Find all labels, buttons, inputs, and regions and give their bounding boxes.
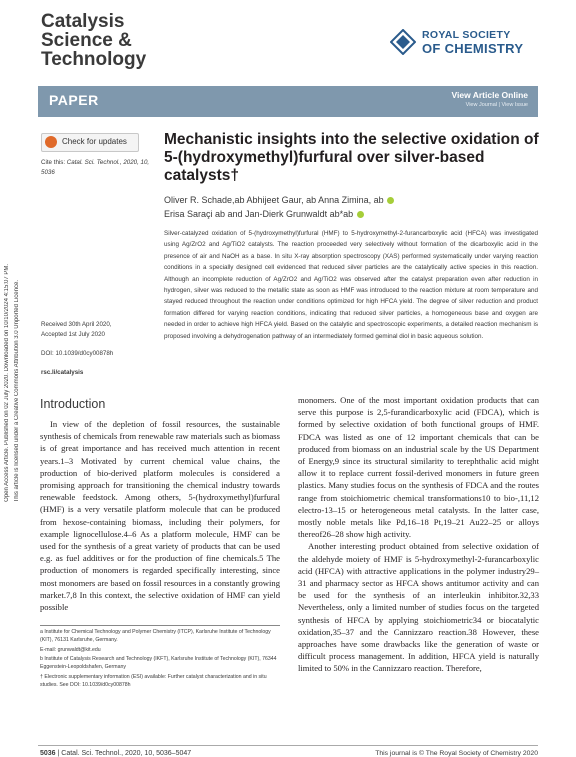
footer-divider — [38, 745, 538, 746]
footnotes — [40, 629, 280, 692]
orcid-icon[interactable] — [387, 197, 394, 204]
introduction-heading: Introduction — [40, 397, 106, 411]
rsc-wordmark — [422, 29, 523, 55]
affiliation-a: a Institute for Chemical Technology and Polymer Chemistry (ITCP), Karlsruhe Institute of Technology (KIT), 76131 Karlsruhe, Germany. — [40, 629, 271, 643]
page-number: 5036 — [40, 750, 56, 757]
esi-note: † Electronic supplementary information (ESI) available: Further catalyst characterization and in situ studies. See DOI: 10.1039/d0cy00878h — [40, 673, 267, 688]
footer-citation — [40, 750, 191, 757]
author-list — [164, 193, 534, 221]
contact-email[interactable]: E-mail: grunwaldt@kit.edu — [40, 646, 101, 653]
body-column-right — [298, 394, 539, 675]
rsc-line2: OF CHEMISTRY — [422, 41, 524, 56]
affiliation-b: b Institute of Catalysis Research and Technology (IKFT), Karlsruhe Institute of Technology (KIT), 76344 Eggenstein-Leopoldshafen, Germany — [40, 656, 277, 671]
section-banner — [38, 86, 538, 117]
journal-title — [41, 12, 146, 69]
cite-value: Catal. Sci. Technol., 2020, 10, 5036 — [41, 159, 150, 176]
rsc-crest-icon — [390, 29, 416, 55]
body-paragraph: monomers. One of the most important oxidation products that can serve this purpose is 2,5-furandicarboxylic acid (FDCA), which is formed by selective oxidation of both functional groups of HMF. FDCA was listed as one of 12 important chemicals that can be produced from biomass on an industrial scale by the US Department of Energy,9 since its structural similarity to terephthalic acid might allow it to replace current fossil-derived monomers in future green plastics. Many studies focus on the synthesis of FDCA and the routes range from stoichiometric chemical transformations10 to bio-,11,12 electro-13–15 or heterogeneous metal catalysts. In the latter case, mostly noble metals like Pd,16–18 Pt,19–21 Au22–25 or alloys thereof26–28 show high activity. — [298, 395, 539, 540]
body-paragraph: In view of the depletion of fossil resources, the sustainable synthesis of chemicals from renewable raw materials such as biomass is of great importance and has received much attention in recent years.1–3 Motivated by current chemical value chains, the production of bio-derived platform molecules is considered a promising approach for transitioning the chemical industry towards renewable feedstock. Among others, 5-(hydroxymethyl)furfural (HMF) is a very versatile platform molecule that can be produced from hexose-containing biomass, including their polymers, for example lignocellulose.4–6 As a platform molecule, HMF can be used for the synthesis of a great variety of products that can be used e.g. as fuel additives or for the production of fine chemicals.5 The production of monomers is regarded specifically interesting, since most monomers are based on fossil resources in a constantly growing market.7,8 In this context, the selective oxidation of HMF can yield possible — [40, 419, 280, 613]
journal-issue-links[interactable]: View Journal | View Issue — [465, 102, 528, 108]
rsc-logo[interactable] — [390, 27, 540, 57]
citation-info — [41, 158, 156, 178]
journal-title-line: Technology — [41, 49, 147, 70]
journal-site-link[interactable]: rsc.li/catalysis — [41, 369, 84, 376]
license-vertical-text — [0, 132, 26, 502]
licence-line[interactable]: This article is licensed under a Creative Commons Attribution 3.0 Unported Licence. — [14, 279, 20, 502]
journal-title-line: Catalysis — [41, 11, 125, 32]
section-label: PAPER — [49, 92, 99, 108]
doi[interactable]: DOI: 10.1039/d0cy00878h — [41, 350, 114, 357]
accepted-date: Accepted 1st July 2020 — [41, 331, 105, 338]
authors-line — [164, 207, 534, 221]
article-title: Mechanistic insights into the selective oxidation of 5-(hydroxymethyl)furfural over silver-based catalysts† — [164, 131, 539, 184]
footer-journal: | Catal. Sci. Technol., 2020, 10, 5036–5047 — [55, 750, 192, 757]
orcid-icon[interactable] — [357, 211, 364, 218]
authors-text: Oliver R. Schade,ab Abhijeet Gaur, ab Anna Zimina, ab — [164, 195, 384, 205]
view-article-online-link[interactable]: View Article Online — [451, 90, 528, 100]
journal-title-line: Science & — [41, 30, 132, 51]
check-updates-icon — [45, 136, 57, 148]
abstract: Silver-catalyzed oxidation of 5-(hydroxymethyl)furfural (HMF) to 5-hydroxymethyl-2-furancarboxylic acid (HFCA) was investigated using Ag/ZrO2 and Ag/TiO2 catalysts. The reaction proceeded very selectively without formation of the dicarboxylic acid in the presence of air and NaOH as a base. In situ X-ray absorption spectroscopy (XAS) performed systematically under varying reaction conditions in a specially designed cell evidenced that reduced silver particles are the catalytically active species in this reaction. Although an incomplete reduction of Ag/ZrO2 and Ag/TiO2 was observed after the catalyst preparation even after reduction in hydrogen, silver was reduced to the metallic state as soon as HMF was introduced to the reaction mixture at room temperature and stayed reduced throughout the reaction under conditions optimized for high HFCA yield. The degree of silver reduction and product formation differed for varying reaction conditions, indicating that reduced silver particles, a homogeneous base and oxygen are needed in order to achieve high HFCA yield. Based on the catalytic and spectroscopic experiments, a detailed reaction mechanism is proposed involving a dehydrogenation pathway of an intermediately formed geminal diol in basic aqueous solution. — [164, 230, 538, 340]
check-updates-label: Check for updates — [62, 137, 127, 146]
check-updates-button[interactable] — [41, 133, 139, 152]
open-access-line: Open Access Article. Published on 02 July 2020. Downloaded on 10/10/2024 4:15:07 PM. — [4, 264, 10, 502]
rsc-line1: ROYAL SOCIETY — [422, 29, 511, 41]
footnote-divider — [40, 625, 280, 626]
body-paragraph: Another interesting product obtained from selective oxidation of the aldehyde moiety of HMF is 5-hydroxymethyl-2-furancarboxylic acid (HFCA) with attractive applications in the polymer industry29–31 and pharmacy sector as HFCA shows antitumor activity and can be used for the synthesis of an interleukin inhibitor.32,33 Nevertheless, only a limited number of studies focus on the targeted synthesis of HFCA by applying stoichiometric34 or biocatalytic oxidation,35–37 and the Cannizzaro reaction.38 However, these approaches have some drawbacks like the generation of waste or difficult process management. In addition, HFCA yield is naturally limited to 50% in the Cannizzaro reaction. Therefore, — [298, 541, 539, 674]
authors-text: Erisa Saraçi ab and Jan-Dierk Grunwaldt ab*ab — [164, 209, 354, 219]
authors-line — [164, 193, 534, 207]
received-date: Received 30th April 2020, — [41, 321, 112, 328]
cite-label: Cite this: — [41, 159, 67, 166]
footer-copyright: This journal is © The Royal Society of Chemistry 2020 — [375, 750, 538, 757]
body-column-left — [40, 418, 280, 613]
